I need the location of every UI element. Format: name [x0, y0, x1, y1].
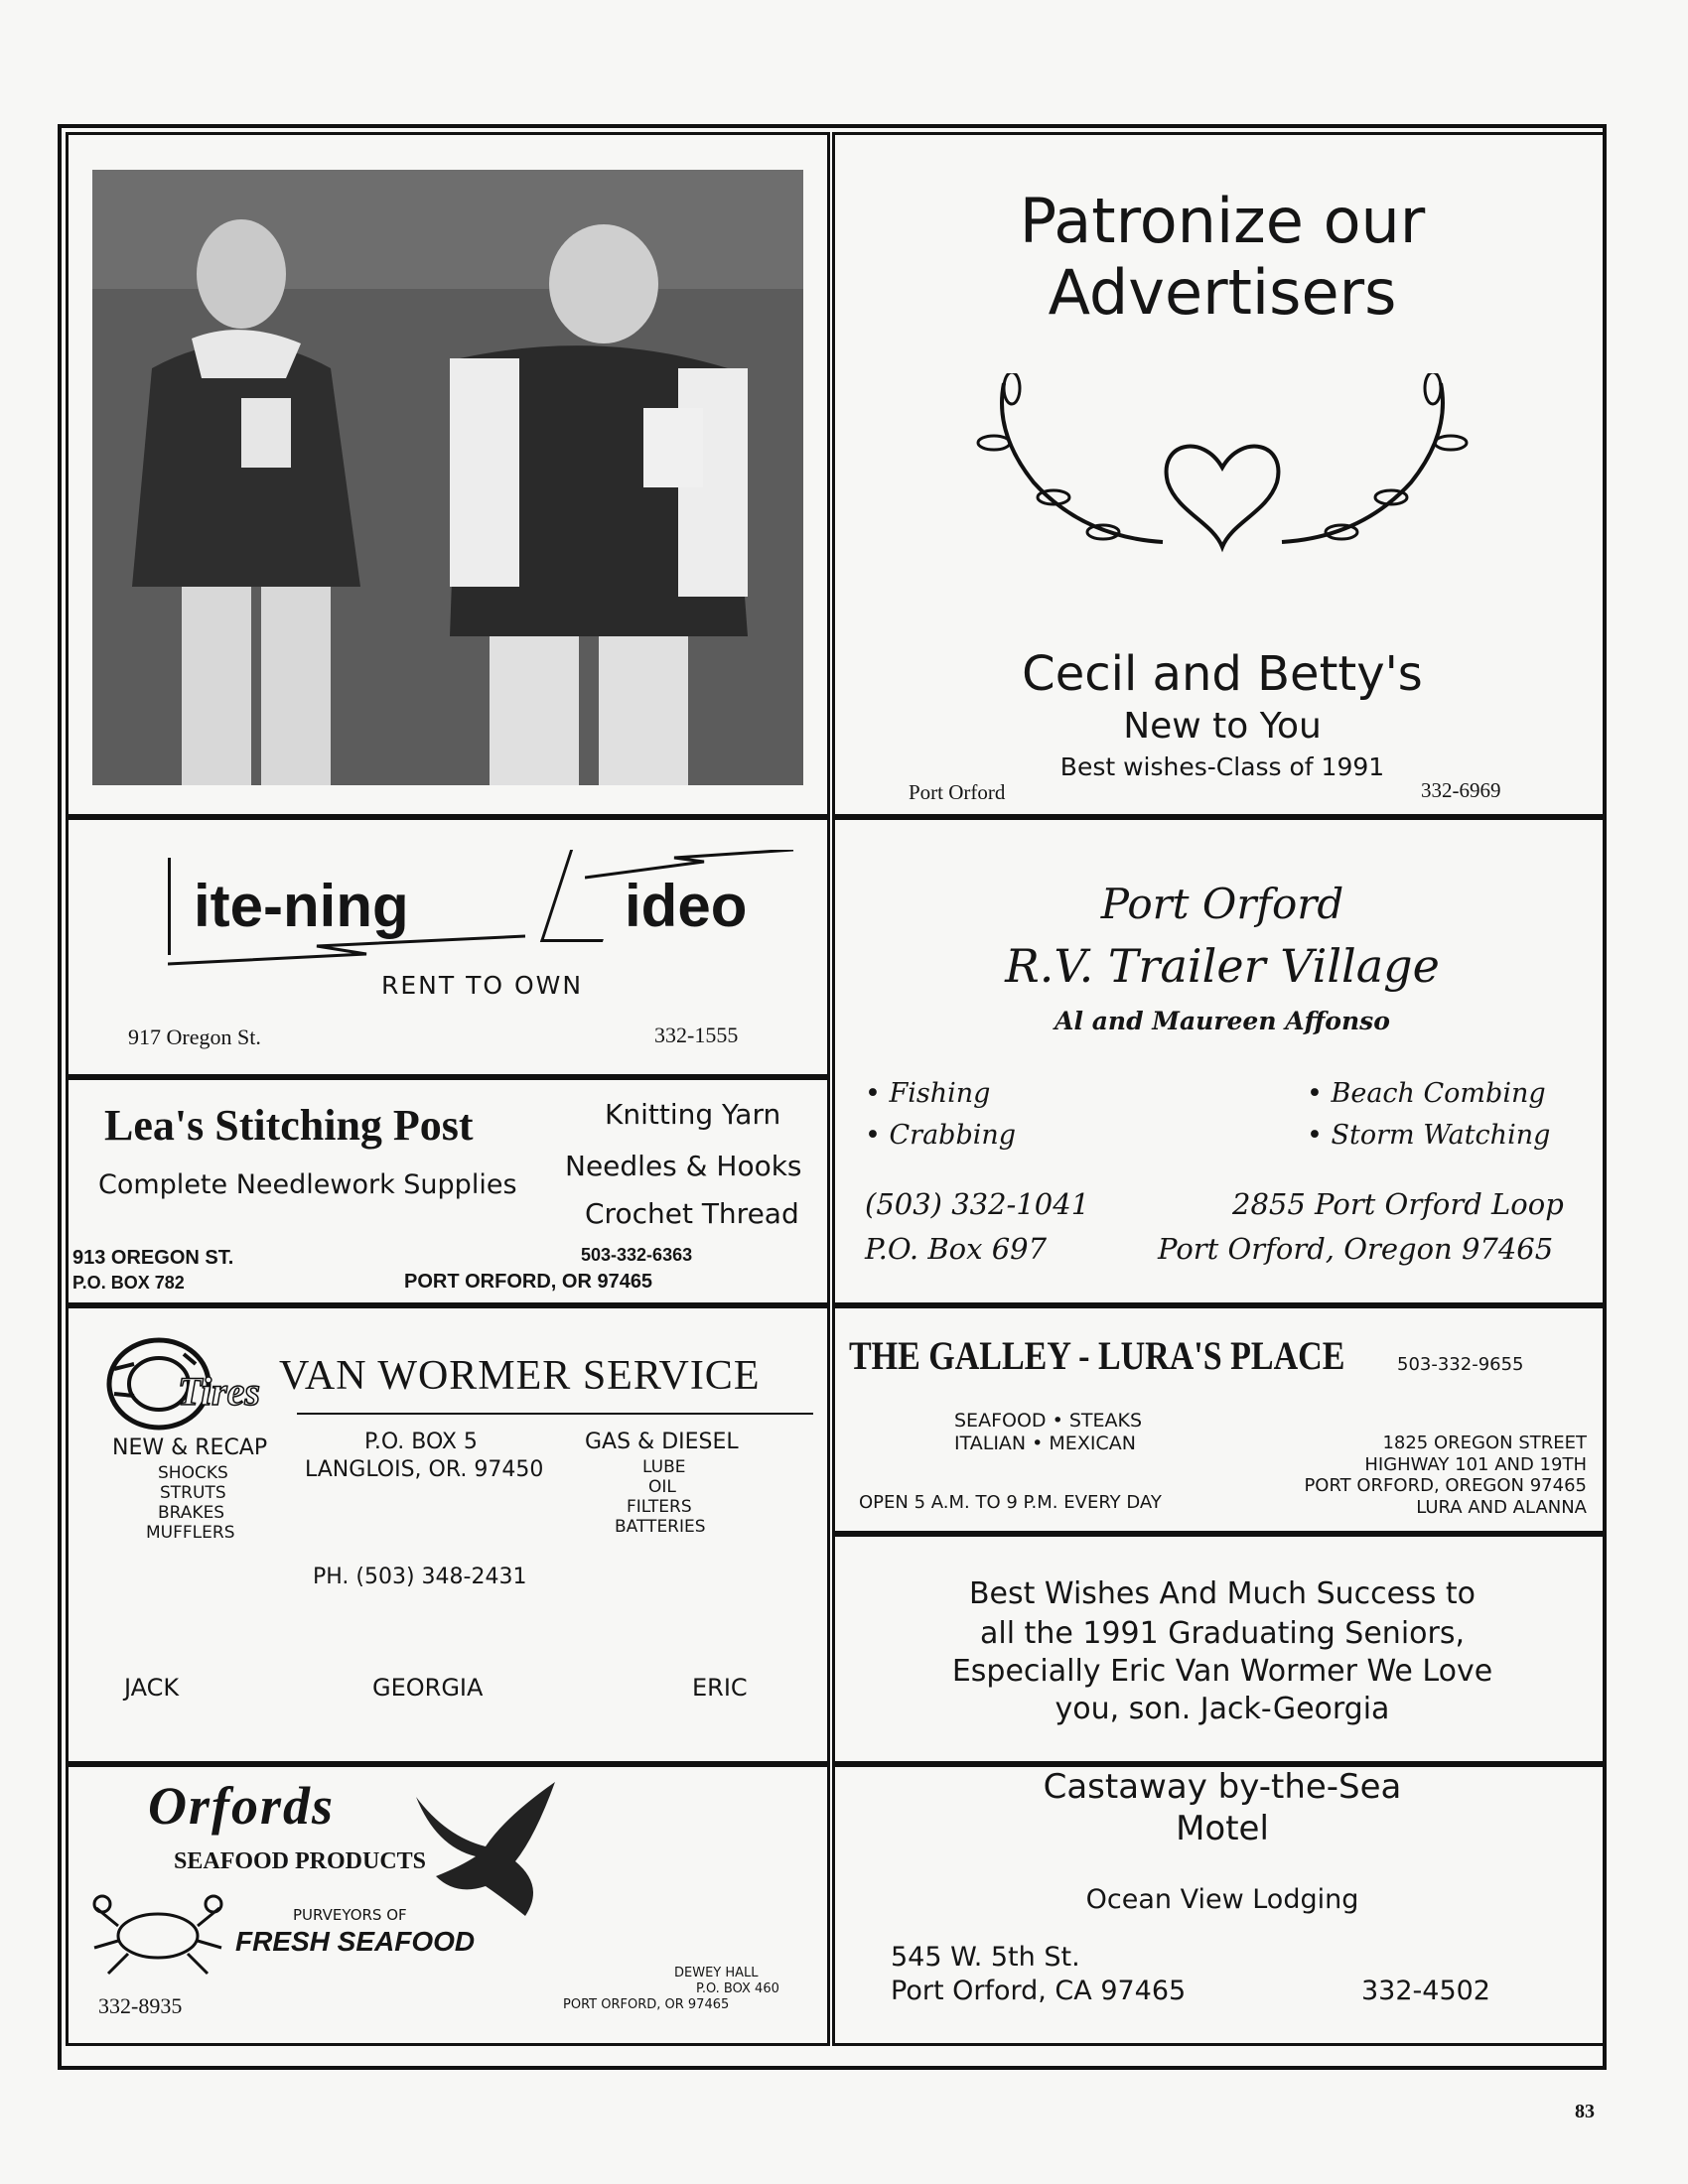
- ad-page-frame: [58, 124, 1607, 2070]
- galley-address2: HIGHWAY 101 AND 19TH: [1364, 1454, 1587, 1475]
- rv-title-line2: R.V. Trailer Village: [1005, 939, 1440, 993]
- orfords-subtitle: SEAFOOD PRODUCTS: [174, 1848, 427, 1874]
- galley-line1: SEAFOOD • STEAKS: [954, 1410, 1143, 1432]
- castaway-name-line2: Motel: [1176, 1809, 1269, 1848]
- galley-hours: OPEN 5 A.M. TO 9 P.M. EVERY DAY: [859, 1492, 1162, 1513]
- patronize-heading-line2: Advertisers: [1048, 256, 1397, 329]
- page-number: 83: [1575, 2101, 1595, 2122]
- orfords-address3: PORT ORFORD, OR 97465: [563, 1997, 730, 2012]
- rv-phone: (503) 332-1041: [865, 1187, 1090, 1221]
- rv-left-item-2: • Crabbing: [865, 1120, 1017, 1151]
- patronize-phone: 332-6969: [1421, 778, 1501, 802]
- orfords-fresh: FRESH SEAFOOD: [235, 1926, 476, 1957]
- castaway-ad: [832, 1764, 1607, 2046]
- patronize-tagline: New to You: [1123, 706, 1322, 747]
- castaway-tagline: Ocean View Lodging: [1085, 1884, 1359, 1915]
- vanwormer-right-item-4: BATTERIES: [615, 1517, 706, 1537]
- vanwormer-name: VAN WORMER SERVICE: [279, 1353, 761, 1399]
- eagle-icon: [406, 1777, 585, 1926]
- leas-subtitle: Complete Needlework Supplies: [98, 1169, 517, 1200]
- litening-video-ad: [66, 817, 830, 1077]
- students-photo-illustration: [92, 170, 803, 785]
- rv-title-line1: Port Orford: [1100, 880, 1344, 928]
- vanwormer-right-head: GAS & DIESEL: [585, 1430, 739, 1454]
- lightning-bolt-icon: [168, 934, 525, 974]
- students-photo: [92, 170, 803, 785]
- galley-address3: PORT ORFORD, OREGON 97465: [1304, 1475, 1587, 1496]
- castaway-phone: 332-4502: [1361, 1976, 1490, 2006]
- rv-address: 2855 Port Orford Loop: [1232, 1187, 1564, 1221]
- galley-address1: 1825 OREGON STREET: [1382, 1433, 1587, 1453]
- leas-city: PORT ORFORD, OR 97465: [404, 1271, 653, 1293]
- vanwormer-po-box: P.O. BOX 5: [364, 1430, 478, 1454]
- patronize-business-name: Cecil and Betty's: [1022, 646, 1423, 702]
- van-wormer-ad: [66, 1305, 830, 1764]
- orfords-phone: 332-8935: [98, 1993, 183, 2018]
- vanwormer-rule: [297, 1413, 813, 1415]
- tire-logo-word: Tires: [178, 1369, 260, 1414]
- vanwormer-right-item-3: FILTERS: [627, 1497, 692, 1517]
- photo-cell: [66, 132, 830, 817]
- rv-left-item-1: • Fishing: [865, 1078, 991, 1109]
- galley-phone: 503-332-9655: [1397, 1354, 1524, 1375]
- best-wishes-line3: Especially Eric Van Wormer We Love: [951, 1654, 1493, 1689]
- vanwormer-person-3: ERIC: [692, 1674, 748, 1702]
- rv-trailer-ad: [832, 817, 1607, 1305]
- litening-logo-left: ite-ning: [194, 873, 409, 939]
- best-wishes-ad: [832, 1534, 1607, 1764]
- leas-item1: Knitting Yarn: [605, 1098, 781, 1131]
- galley-line2: ITALIAN • MEXICAN: [954, 1433, 1136, 1454]
- vanwormer-phone: PH. (503) 348-2431: [313, 1565, 527, 1589]
- leas-address2: P.O. BOX 782: [72, 1273, 185, 1293]
- leas-name: Lea's Stitching Post: [104, 1101, 474, 1150]
- leas-item2: Needles & Hooks: [565, 1150, 802, 1182]
- crab-icon: [88, 1886, 227, 1985]
- heart-laurel-icon: [974, 373, 1471, 572]
- patronize-city: Port Orford: [909, 780, 1006, 804]
- rv-right-item-1: • Beach Combing: [1307, 1078, 1546, 1109]
- castaway-address: 545 W. 5th St.: [891, 1942, 1080, 1973]
- castaway-city: Port Orford, CA 97465: [891, 1976, 1187, 2006]
- orfords-purveyors: PURVEYORS OF: [293, 1906, 407, 1924]
- rv-owners: Al and Maureen Affonso: [1055, 1007, 1390, 1035]
- vanwormer-right-item-1: LUBE: [642, 1457, 686, 1477]
- galley-name: THE GALLEY - LURA'S PLACE: [849, 1333, 1345, 1378]
- galley-owners: LURA AND ALANNA: [1416, 1497, 1587, 1518]
- leas-phone: 503-332-6363: [581, 1245, 693, 1265]
- leas-item3: Crochet Thread: [585, 1197, 799, 1230]
- vanwormer-left-item-2: STRUTS: [160, 1483, 226, 1503]
- orfords-ad: [66, 1764, 830, 2046]
- lightning-bolt-icon-2: [585, 850, 803, 880]
- castaway-name-line1: Castaway by-the-Sea: [1043, 1767, 1402, 1807]
- rv-po-box: P.O. Box 697: [865, 1232, 1048, 1266]
- vanwormer-left-item-3: BRAKES: [158, 1503, 225, 1523]
- rv-city: Port Orford, Oregon 97465: [1158, 1232, 1554, 1266]
- patronize-heading-line1: Patronize our: [1019, 185, 1426, 257]
- litening-logo-right: ideo: [625, 873, 748, 939]
- galley-ad: [832, 1305, 1607, 1534]
- leas-address1: 913 OREGON ST.: [72, 1247, 234, 1269]
- vanwormer-person-1: JACK: [124, 1674, 180, 1702]
- vanwormer-left-head: NEW & RECAP: [112, 1435, 268, 1460]
- vanwormer-right-item-2: OIL: [648, 1477, 676, 1497]
- best-wishes-line4: you, son. Jack-Georgia: [1055, 1692, 1390, 1726]
- litening-tagline: RENT TO OWN: [381, 971, 584, 1000]
- vanwormer-person-2: GEORGIA: [372, 1674, 484, 1702]
- patronize-ad: [832, 132, 1607, 817]
- vanwormer-city: LANGLOIS, OR. 97450: [305, 1457, 544, 1482]
- vanwormer-left-item-1: SHOCKS: [158, 1463, 228, 1483]
- orfords-name: Orfords: [148, 1776, 336, 1836]
- litening-address: 917 Oregon St.: [128, 1024, 261, 1049]
- vanwormer-left-item-4: MUFFLERS: [146, 1523, 235, 1543]
- best-wishes-line1: Best Wishes And Much Success to: [968, 1576, 1477, 1611]
- best-wishes-line2: all the 1991 Graduating Seniors,: [979, 1616, 1466, 1651]
- leas-stitching-ad: [66, 1077, 830, 1305]
- patronize-wishes: Best wishes-Class of 1991: [1059, 752, 1385, 781]
- litening-phone: 332-1555: [654, 1023, 739, 1047]
- rv-right-item-2: • Storm Watching: [1307, 1120, 1551, 1151]
- orfords-address1: DEWEY HALL: [674, 1966, 759, 1980]
- orfords-address2: P.O. BOX 460: [696, 1981, 779, 1996]
